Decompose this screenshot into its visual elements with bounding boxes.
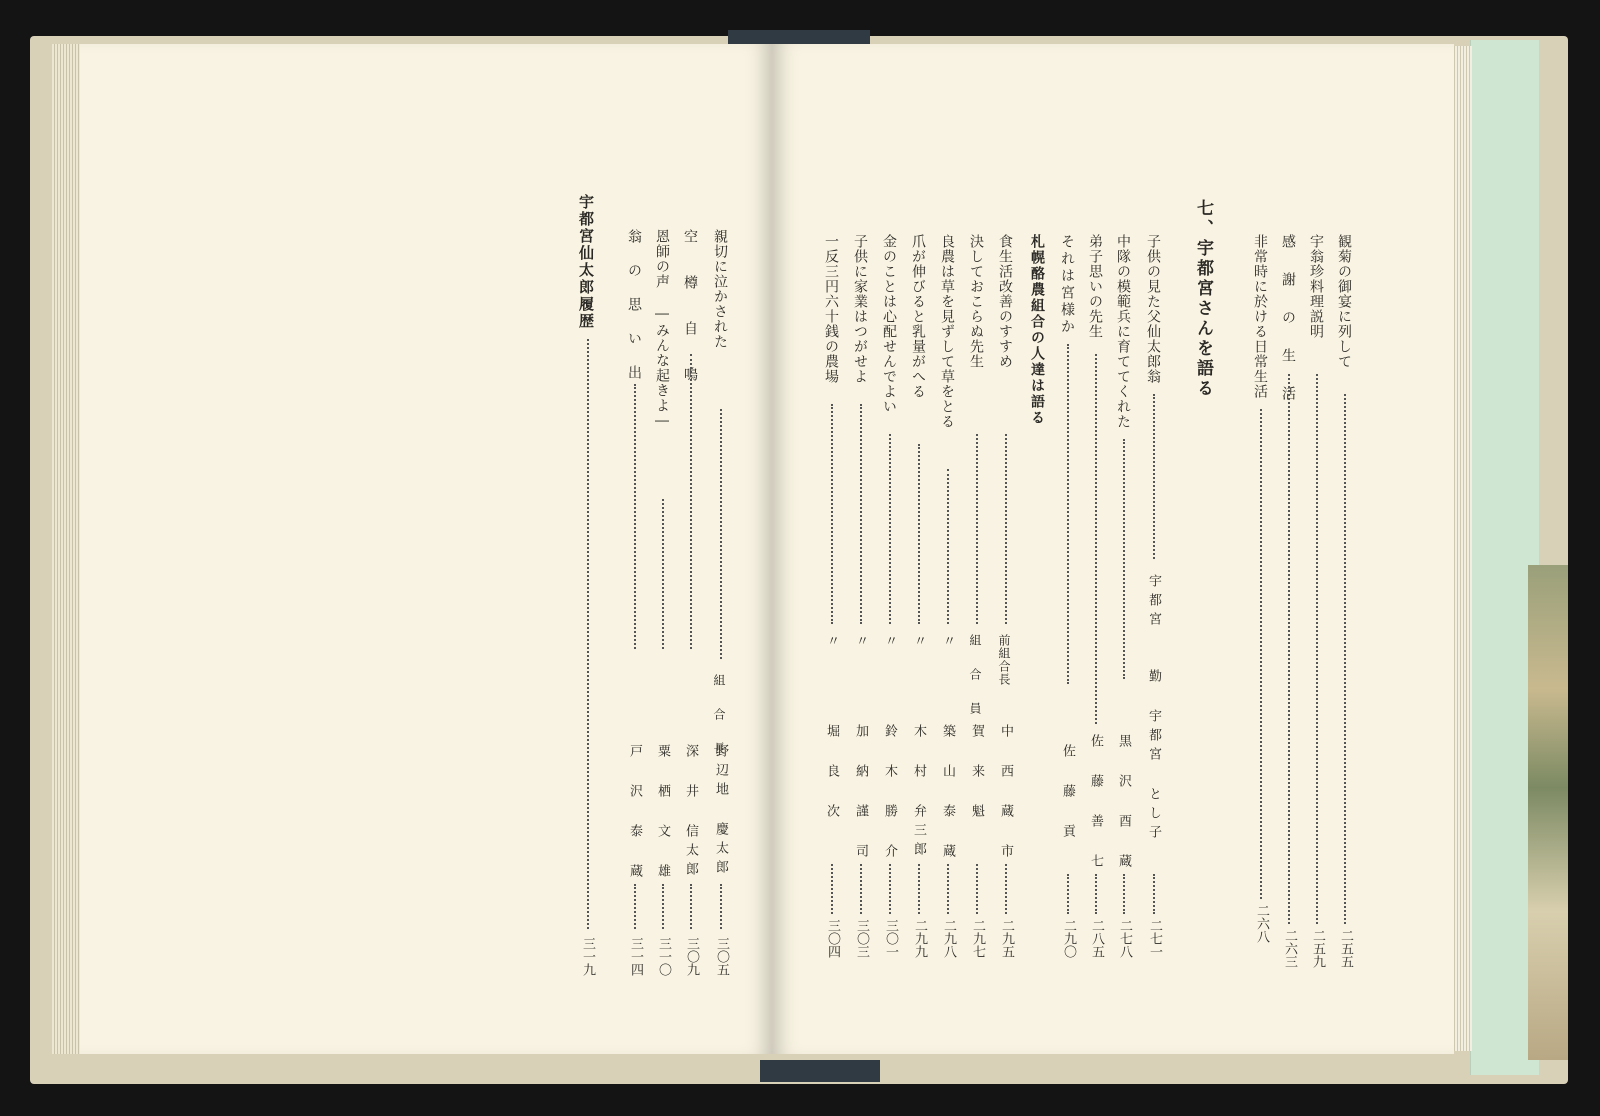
toc-entry-author: 鈴 木 勝 介 xyxy=(882,724,897,863)
toc-entry-title: 爪が伸びると乳量がへる xyxy=(910,234,926,399)
toc-entry-page: 二九五 xyxy=(999,919,1014,958)
toc-entry-page: 三〇一 xyxy=(883,919,898,958)
toc-entry-title: 感 謝 の 生 活 xyxy=(1280,234,1296,404)
right-page xyxy=(772,44,1454,1054)
toc-leader xyxy=(662,884,664,929)
toc-entry-title: 空 樽 自 鳴 xyxy=(682,229,698,389)
toc-entry-page: 二七八 xyxy=(1117,919,1132,958)
toc-entry-title: 子供の見た父仙太郎翁 xyxy=(1145,234,1161,384)
toc-entry-page: 二九七 xyxy=(970,919,985,958)
toc-leader xyxy=(918,444,920,624)
toc-leader xyxy=(720,884,722,929)
toc-entry-title: 宇翁珍料理説明 xyxy=(1308,234,1324,339)
toc-leader xyxy=(662,499,664,649)
toc-leader xyxy=(1067,874,1069,914)
toc-leader xyxy=(976,864,978,914)
page-stack-right xyxy=(1452,46,1472,1051)
toc-entry-role: 前組合長 xyxy=(997,634,1011,686)
toc-entry-role: 〃 xyxy=(824,634,839,653)
toc-leader xyxy=(1316,374,1318,924)
toc-entry-title: 恩師の声 ―みんな起きよ― xyxy=(654,229,670,430)
toc-leader xyxy=(860,404,862,624)
toc-entry-role: 組 合 員 xyxy=(968,634,982,718)
toc-leader xyxy=(1095,874,1097,914)
toc-entry-role: 宇都宮 xyxy=(1146,574,1161,631)
toc-entry-author: 深 井 信太郎 xyxy=(683,744,698,881)
toc-entry-author: 築 山 泰 蔵 xyxy=(940,724,955,863)
toc-entry-author: 戸 沢 泰 蔵 xyxy=(627,744,642,883)
toc-leader xyxy=(1067,344,1069,684)
toc-entry-role: 〃 xyxy=(911,634,926,653)
toc-leader xyxy=(1260,409,1262,899)
toc-leader xyxy=(976,434,978,624)
toc-leader xyxy=(1095,354,1097,724)
toc-leader xyxy=(690,354,692,649)
toc-entry-page: 三〇五 xyxy=(714,937,729,976)
toc-leader xyxy=(1153,874,1155,914)
toc-entry-author: 堀 良 次 xyxy=(824,724,839,823)
toc-leader xyxy=(690,884,692,929)
toc-leader xyxy=(889,434,891,624)
toc-entry-author: 賀 来 魁 xyxy=(969,724,984,823)
page-stack-left xyxy=(52,44,82,1054)
toc-entry-page: 二九九 xyxy=(912,919,927,958)
toc-entry-author: 木 村 弁三郎 xyxy=(911,724,926,861)
toc-leader xyxy=(1288,374,1290,924)
toc-entry-title: 子供に家業はつがせよ xyxy=(852,234,868,384)
toc-entry-page: 二八五 xyxy=(1089,919,1104,958)
toc-entry-title: 良農は草を見ずして草をとる xyxy=(939,234,955,429)
toc-leader xyxy=(1005,864,1007,914)
toc-leader xyxy=(1005,434,1007,624)
toc-entry-title: 非常時に於ける日常生活 xyxy=(1252,234,1268,399)
toc-leader xyxy=(947,864,949,914)
toc-entry-title: それは宮様か xyxy=(1059,234,1075,336)
toc-entry-page: 三一九 xyxy=(580,937,595,976)
toc-entry-author: 中 西 蔵 市 xyxy=(998,724,1013,863)
spine-bottom xyxy=(760,1060,880,1082)
toc-entry-page: 二九〇 xyxy=(1061,919,1076,958)
toc-leader xyxy=(1123,439,1125,679)
rakuno-heading: 札幌酪農組合の人達は語る xyxy=(1029,234,1045,426)
toc-entry-page: 二七一 xyxy=(1147,919,1162,958)
toc-leader xyxy=(860,864,862,914)
toc-leader xyxy=(1344,394,1346,924)
toc-entry-title: 観菊の御宴に列して xyxy=(1336,234,1352,369)
toc-entry-page: 三一四 xyxy=(628,937,643,976)
toc-leader xyxy=(889,864,891,914)
toc-entry-title: 中隊の模範兵に育ててくれた xyxy=(1115,234,1131,429)
left-page xyxy=(80,44,772,1054)
toc-leader xyxy=(831,404,833,624)
biography-heading: 宇都宮仙太郎履歴 xyxy=(577,194,595,330)
toc-entry-role: 〃 xyxy=(853,634,868,653)
toc-entry-author: 佐 藤 善 七 xyxy=(1088,734,1103,873)
toc-entry-page: 二五九 xyxy=(1310,929,1325,968)
toc-entry-page: 二九八 xyxy=(941,919,956,958)
toc-entry-author: 粟 栖 文 雄 xyxy=(655,744,670,883)
toc-entry-role: 〃 xyxy=(882,634,897,653)
toc-leader xyxy=(947,469,949,624)
toc-entry-author: 勤 宇都宮 とし子 xyxy=(1146,669,1161,844)
toc-entry-page: 三〇九 xyxy=(684,937,699,976)
toc-entry-page: 二六八 xyxy=(1254,904,1269,943)
toc-entry-title: 一反三円六十銭の農場 xyxy=(823,234,839,384)
toc-leader xyxy=(587,339,589,929)
cover-illustration-edge xyxy=(1528,565,1568,1060)
toc-entry-title: 決しておこらぬ先生 xyxy=(968,234,984,369)
toc-entry-title: 金のことは心配せんでよい xyxy=(881,234,897,414)
toc-entry-role: 〃 xyxy=(940,634,955,653)
toc-entry-author: 加 納 謹 司 xyxy=(853,724,868,863)
toc-entry-page: 三〇三 xyxy=(854,919,869,958)
toc-entry-title: 親切に泣かされた xyxy=(712,229,728,349)
toc-entry-author: 野辺地 慶太郎 xyxy=(713,744,728,879)
toc-entry-role: 組 合 長 xyxy=(712,674,726,758)
toc-entry-author: 黒 沢 酉 蔵 xyxy=(1116,734,1131,873)
toc-leader xyxy=(918,864,920,914)
toc-leader xyxy=(720,409,722,659)
section-seven-heading: 七、宇都宮さんを語る xyxy=(1193,199,1213,399)
toc-entry-title: 食生活改善のすすめ xyxy=(997,234,1013,369)
toc-entry-page: 三〇四 xyxy=(825,919,840,958)
toc-entry-title: 翁 の 思 い 出 xyxy=(626,229,642,381)
toc-leader xyxy=(1153,394,1155,559)
toc-entry-title: 弟子思いの先生 xyxy=(1087,234,1103,339)
toc-leader xyxy=(1123,874,1125,914)
toc-leader xyxy=(831,864,833,914)
toc-entry-page: 二五五 xyxy=(1338,929,1353,968)
toc-leader xyxy=(634,884,636,929)
toc-entry-author: 佐 藤 貢 xyxy=(1060,744,1075,843)
toc-entry-page: 三一〇 xyxy=(656,937,671,976)
toc-entry-page: 二六三 xyxy=(1282,929,1297,968)
toc-leader xyxy=(634,384,636,649)
